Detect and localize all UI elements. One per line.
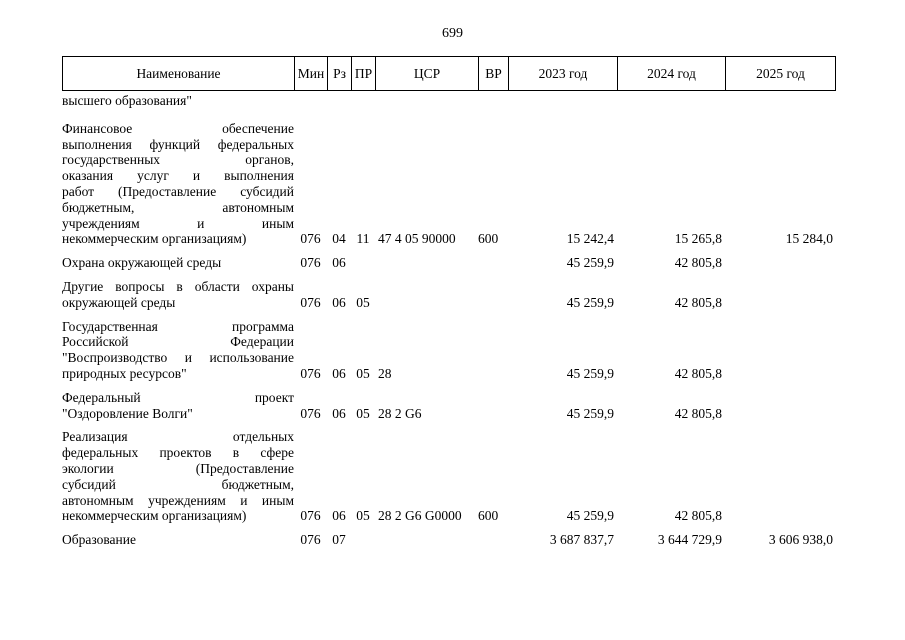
cell-pr: 05 (356, 508, 370, 524)
row-name-line: некоммерческим организациям) (62, 508, 247, 524)
row-name (62, 121, 294, 247)
table-header (62, 56, 836, 91)
table-row (62, 319, 847, 382)
row-name-line: окружающей среды (62, 294, 176, 310)
header-2025: 2025 год (726, 57, 836, 91)
cell-rz: 06 (332, 508, 346, 524)
row-name (62, 532, 294, 548)
row-name (62, 279, 294, 311)
row-name (62, 319, 294, 382)
cell-min: 076 (300, 255, 321, 271)
cell-y2024: 42 805,8 (674, 508, 722, 524)
row-name-line: субсидий бюджетным, (62, 476, 294, 492)
page-number: 699 (442, 26, 463, 41)
cell-rz: 06 (332, 294, 346, 310)
header-2024: 2024 год (618, 57, 726, 91)
cell-y2024: 42 805,8 (674, 405, 722, 421)
cell-pr: 11 (356, 231, 370, 247)
row-name-line: работ (Предоставление субсидий (62, 183, 294, 199)
row-name-line: выполнения функций федеральных (62, 136, 294, 152)
cell-y2023: 45 259,9 (566, 405, 614, 421)
row-name-line: "Оздоровление Волги" (62, 405, 193, 421)
row-name-line: "Воспроизводство и использование (62, 350, 294, 366)
cell-min: 076 (300, 365, 321, 381)
cell-vr: 600 (478, 231, 499, 247)
row-name-line: государственных органов, (62, 152, 294, 168)
header-vr: ВР (479, 57, 509, 91)
header-csr: ЦСР (376, 57, 479, 91)
cell-y2025: 15 284,0 (785, 231, 833, 247)
cell-pr: 05 (356, 294, 370, 310)
header-2023: 2023 год (509, 57, 618, 91)
cell-y2024: 15 265,8 (674, 231, 722, 247)
cell-pr: 05 (356, 365, 370, 381)
cell-y2023: 3 687 837,7 (549, 532, 614, 548)
row-name-line: Реализация отдельных (62, 429, 294, 445)
header-min: Мин (295, 57, 328, 91)
cell-csr: 28 2 G6 G0000 (378, 508, 462, 524)
table-row (62, 532, 847, 548)
row-name-line: федеральных проектов в сфере (62, 445, 294, 461)
cell-y2023: 15 242,4 (566, 231, 614, 247)
row-name-line: Образование (62, 532, 136, 548)
header-name: Наименование (63, 57, 295, 91)
cell-y2023: 45 259,9 (566, 508, 614, 524)
cell-min: 076 (300, 231, 321, 247)
cell-y2023: 45 259,9 (566, 365, 614, 381)
row-name-line: экологии (Предоставление (62, 460, 294, 476)
cell-y2024: 42 805,8 (674, 255, 722, 271)
cell-pr: 05 (356, 405, 370, 421)
table-row (62, 429, 847, 524)
cell-y2023: 45 259,9 (566, 294, 614, 310)
header-pr: ПР (352, 57, 376, 91)
row-name-line: учреждениям и иным (62, 215, 294, 231)
cell-csr: 28 (378, 365, 392, 381)
cell-rz: 06 (332, 365, 346, 381)
row-name-line: Федеральный проект (62, 389, 294, 405)
cell-min: 076 (300, 508, 321, 524)
table-row (62, 390, 847, 422)
table-body (62, 93, 847, 556)
cell-y2024: 42 805,8 (674, 294, 722, 310)
table-row (62, 255, 847, 271)
header-rz: Рз (328, 57, 352, 91)
table-row (62, 121, 847, 247)
cell-min: 076 (300, 532, 321, 548)
cell-min: 076 (300, 405, 321, 421)
cell-vr: 600 (478, 508, 499, 524)
row-name-line: бюджетным, автономным (62, 199, 294, 215)
row-name-line: Российской Федерации (62, 334, 294, 350)
row-name-line: Охрана окружающей среды (62, 255, 222, 271)
row-name-line: высшего образования" (62, 93, 192, 108)
cell-min: 076 (300, 294, 321, 310)
cell-y2025: 3 606 938,0 (768, 532, 833, 548)
cell-csr: 47 4 05 90000 (378, 231, 456, 247)
row-name (62, 390, 294, 422)
row-name-line: Финансовое обеспечение (62, 120, 294, 136)
row-name-line: природных ресурсов" (62, 365, 187, 381)
cell-y2023: 45 259,9 (566, 255, 614, 271)
cell-rz: 06 (332, 255, 346, 271)
cell-rz: 07 (332, 532, 346, 548)
row-name-line: Другие вопросы в области охраны (62, 278, 294, 294)
row-name-line: Государственная программа (62, 318, 294, 334)
cell-y2024: 3 644 729,9 (657, 532, 722, 548)
row-name (62, 429, 294, 524)
cell-rz: 04 (332, 231, 346, 247)
row-name-line: автономным учреждениям и иным (62, 492, 294, 508)
cell-rz: 06 (332, 405, 346, 421)
row-name-line: некоммерческим организациям) (62, 231, 247, 247)
row-name-line: оказания услуг и выполнения (62, 168, 294, 184)
cell-y2024: 42 805,8 (674, 365, 722, 381)
row-name (62, 93, 294, 109)
table-row (62, 279, 847, 311)
cell-csr: 28 2 G6 (378, 405, 422, 421)
row-name (62, 255, 294, 271)
table-row (62, 93, 847, 109)
